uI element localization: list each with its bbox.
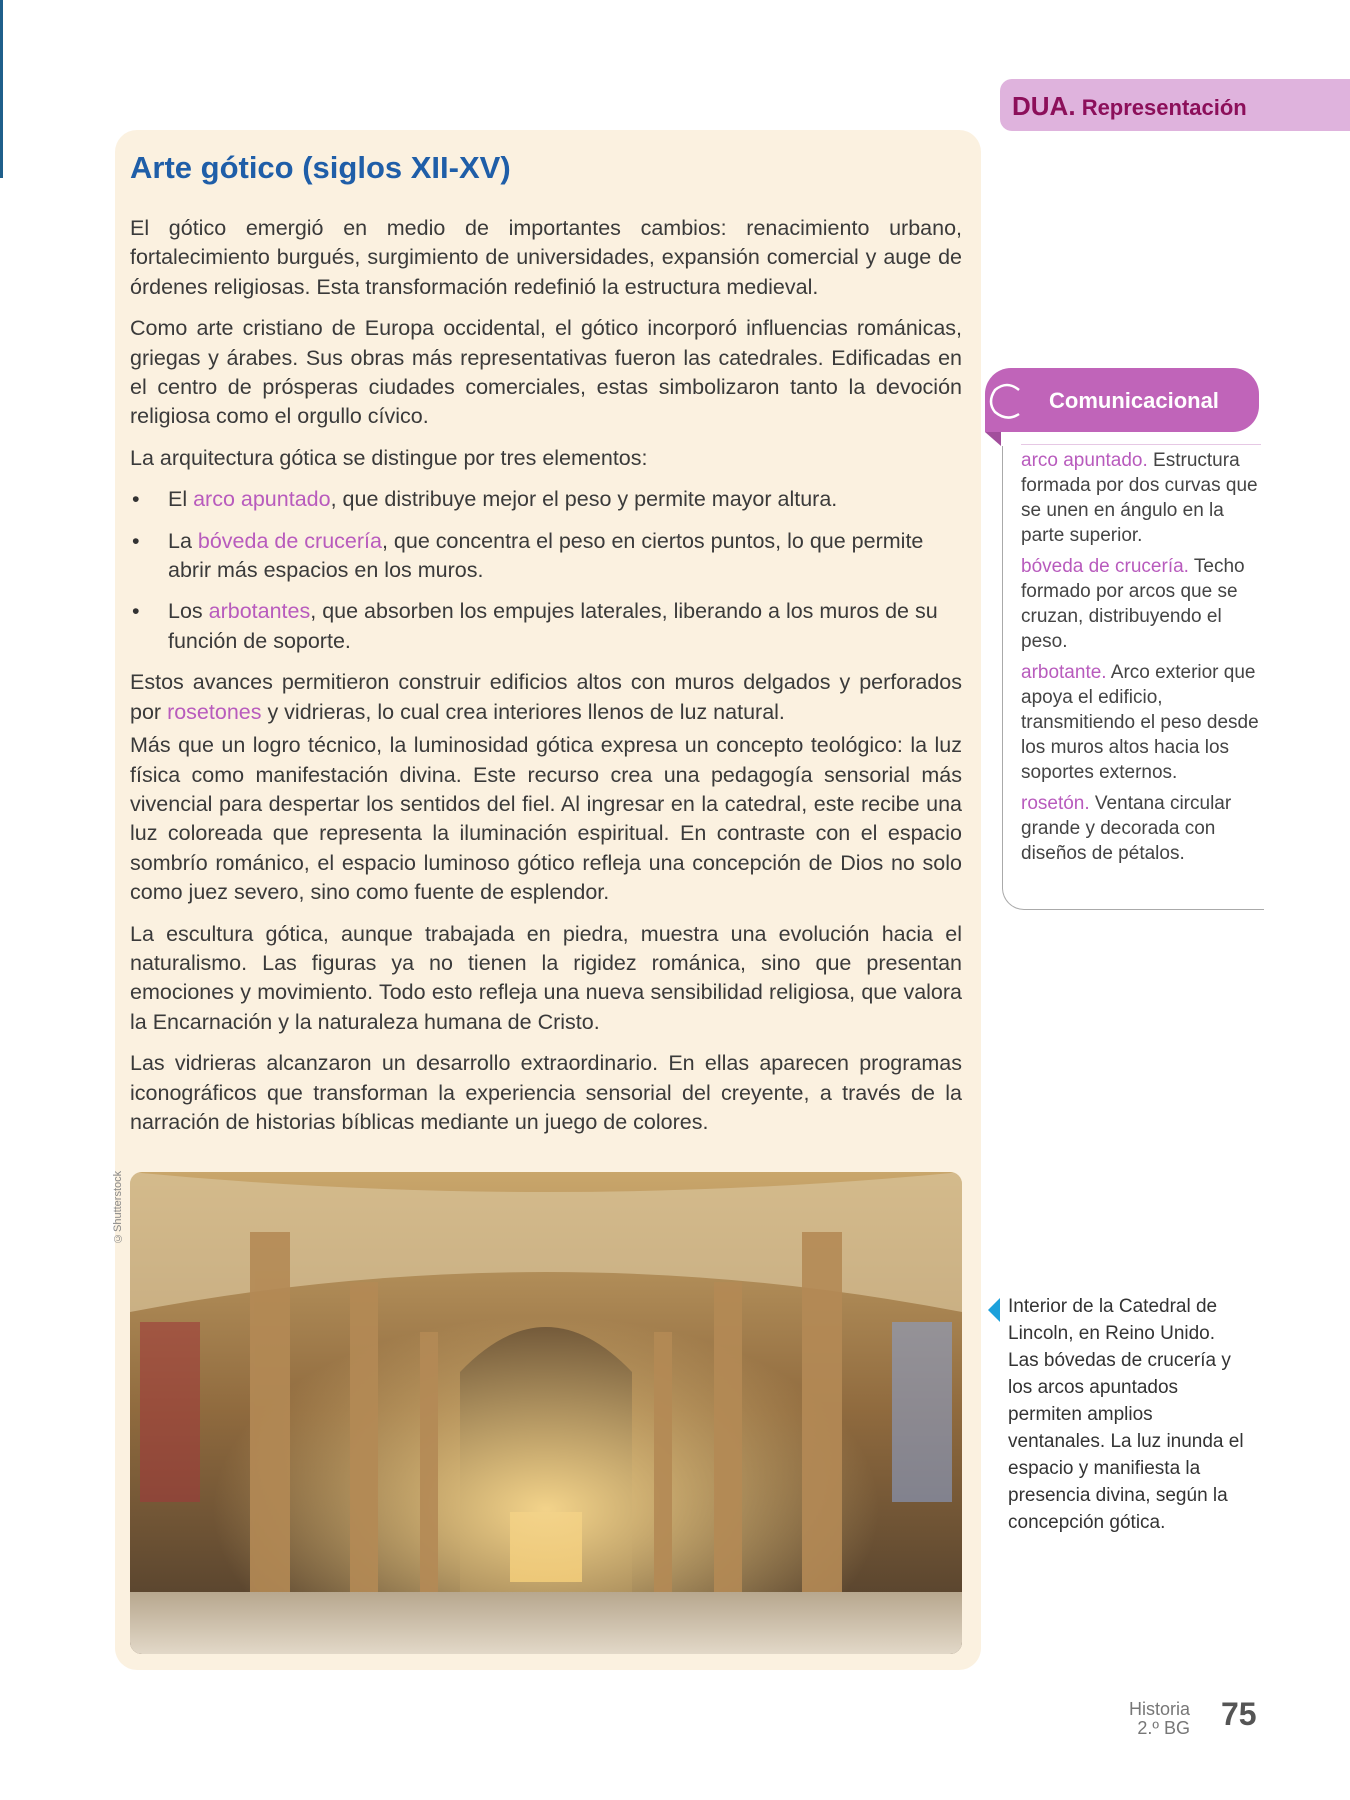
photo-credit: ©Shutterstock — [112, 1170, 124, 1244]
paragraph: El gótico emergió en medio de importantes cambios: renacimiento urbano, fortalecimiento burgués, surgimiento de universidades, expansión comercial y auge de órdenes religiosas. Esta transformación redefinió la estructura medieval. — [130, 216, 962, 299]
comunicacional-header — [985, 368, 1259, 432]
term: rosetones — [167, 699, 262, 724]
page-number: 75 — [1221, 1696, 1257, 1732]
comunicacional-title: Comunicacional — [1049, 388, 1219, 413]
glossary — [1002, 446, 1264, 910]
list-item: • Los arbotantes, que absorben los empujes laterales, liberando a los muros de su función de soporte. — [130, 597, 962, 656]
paragraph: La escultura gótica, aunque trabajada en piedra, muestra una evolución hacia el naturalismo. Las figuras ya no tienen la rigidez románica, sino que presentan emociones y movimiento. Todo esto refleja una nueva sensibilidad religiosa, que valora la Encarnación y la naturaleza humana de Cristo. — [130, 921, 962, 1034]
glossary-item: bóveda de crucería. Techo formado por arcos que se cruzan, distribuyendo el peso. — [1021, 556, 1245, 652]
paragraph: Estos avances permitieron construir edificios altos con muros delgados y perforados por rosetones y vidrieras, lo cual crea interiores llenos de luz natural. — [130, 670, 962, 724]
cathedral-photo — [130, 1172, 962, 1654]
paragraph: Como arte cristiano de Europa occidental, el gótico incorporó influencias románicas, griegas y árabes. Sus obras más representativas fueron las catedrales. Edificadas en el centro de prósperas ciudades comerciales, estas simbolizaron tanto la devoción religiosa como el orgullo cívico. — [130, 316, 962, 429]
header-fold — [985, 432, 1001, 446]
paragraph: La arquitectura gótica se distingue por tres elementos: — [130, 445, 648, 470]
photo-caption: Interior de la Catedral de Lincoln, en Reino Unido. Las bóvedas de crucería y los arcos apuntados permiten amplios ventanales. La luz inunda el espacio y manifiesta la presencia divina, según la concepción gótica. — [1008, 1296, 1244, 1533]
glossary-item: rosetón. Ventana circular grande y decorada con diseños de pétalos. — [1021, 793, 1232, 864]
c-logo-icon — [985, 380, 1029, 424]
main-text — [130, 214, 962, 1149]
list-item: • La bóveda de crucería, que concentra el peso en ciertos puntos, lo que permite abrir más espacios en los muros. — [130, 527, 962, 586]
caption-pointer-icon — [988, 1298, 1000, 1322]
term: arco apuntado — [193, 487, 331, 512]
page-edge-bar — [0, 0, 3, 178]
paragraph: Las vidrieras alcanzaron un desarrollo extraordinario. En ellas aparecen programas iconográficos que transforman la experiencia sensorial del creyente, a través de la narración de historias bíblicas mediante un juego de colores. — [130, 1051, 962, 1134]
glossary-item: arbotante. Arco exterior que apoya el edificio, transmitiendo el peso desde los muros altos hacia los soportes externos. — [1021, 662, 1259, 783]
elements-list — [130, 485, 962, 656]
dua-banner — [1000, 79, 1350, 131]
paragraph: Más que un logro técnico, la luminosidad gótica expresa un concepto teológico: la luz física como manifestación divina. Este recurso crea una pedagogía sensorial más vivencial para despertar los sentidos del fiel. Al ingresar en la catedral, este recibe una luz coloreada que representa la iluminación espiritual. En contraste con el espacio sombrío románico, el espacio luminoso gótico refleja una concepción de Dios no solo como juez severo, sino como fuente de esplendor. — [130, 733, 962, 905]
dua-label: Representación — [1081, 95, 1247, 120]
page-title: Arte gótico (siglos XII-XV) — [130, 150, 511, 185]
list-item: • El arco apuntado, que distribuye mejor el peso y permite mayor altura. — [130, 485, 962, 514]
term: arbotantes — [208, 599, 311, 624]
dua-prefix: DUA. — [1012, 91, 1076, 121]
footer-subject: Historia 2.º BG — [1128, 1699, 1190, 1738]
term: bóveda de crucería — [197, 528, 382, 553]
glossary-item: arco apuntado. Estructura formada por dos curvas que se unen en ángulo en la parte superior. — [1021, 450, 1258, 546]
